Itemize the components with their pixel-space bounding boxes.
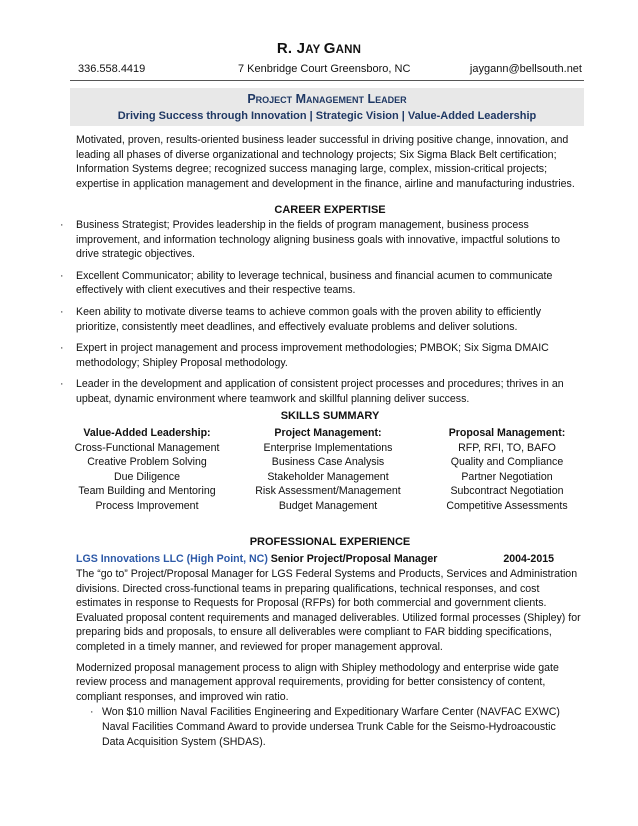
description-line: The “go to” Project/Proposal Manager for LGS Federal Systems and Products, Services and Administration	[76, 568, 578, 580]
skill-item: Subcontract Negotiation	[450, 485, 564, 498]
award-line: Won $10 million Naval Facilities Engineering and Expeditionary Warfare Center (NAVFAC EXWC)	[102, 706, 560, 719]
skill-item: Cross-Functional Management	[74, 441, 220, 454]
name-part: AY	[305, 44, 324, 56]
skill-item: Business Case Analysis	[271, 456, 385, 469]
expertise-item	[60, 305, 590, 334]
email-address: jaygann@bellsouth.net	[469, 63, 582, 75]
company-name: LGS Innovations LLC (High Point, NC)	[76, 553, 268, 565]
expertise-item	[60, 341, 590, 370]
expertise-line: effectively with client executives and their respective teams.	[76, 284, 356, 297]
description-line: completed in a timely manner, and reviewed for proper management approval.	[76, 640, 443, 653]
skills-column-title: Proposal Management:	[448, 427, 566, 439]
bullet-icon: ·	[90, 706, 94, 719]
award-line: Data Acquisition System (SHDAS).	[102, 735, 266, 748]
name-part: ANN	[335, 44, 362, 56]
summary-line: Information Systems degree; recognized success managing large, complex, mission-critical projects;	[76, 163, 548, 176]
expertise-line: methodology; Shipley Proposal methodology.	[76, 356, 288, 369]
job-entry	[76, 552, 584, 749]
description-line: preparing bids and proposals, to ensure all deliverables were compliant to FAR bidding specifications,	[76, 626, 552, 639]
job-title: Senior Project/Proposal Manager	[267, 553, 438, 565]
bullet-icon: ·	[60, 219, 64, 231]
skill-item: Due Diligence	[114, 470, 180, 483]
description-line: compliant responses, and improved win ratio.	[76, 690, 289, 703]
expertise-line: Leader in the development and application of consistent project processes and procedures; thrives in an	[76, 378, 564, 391]
job-description	[76, 567, 584, 655]
skill-item: Budget Management	[278, 499, 378, 512]
skills-column-title: Project Management:	[274, 427, 382, 439]
skill-item: Risk Assessment/Management	[255, 485, 401, 498]
skill-item: Team Building and Mentoring	[78, 485, 216, 498]
phone-number: 336.558.4419	[78, 63, 146, 75]
skills-column-title: Value-Added Leadership:	[83, 427, 211, 439]
bullet-icon: ·	[60, 269, 64, 282]
experience-heading: PROFESSIONAL EXPERIENCE	[249, 536, 411, 548]
description-line: Modernized proposal management process to align with Shipley methodology and enterprise wide gate	[76, 661, 559, 674]
expertise-item	[60, 377, 590, 406]
expertise-line: Business Strategist; Provides leadership in the fields of program management, business process	[76, 219, 529, 231]
skill-item: Quality and Compliance	[450, 456, 564, 469]
street-address: 7 Kenbridge Court Greensboro, NC	[238, 63, 411, 75]
description-line: estimates in response to Requests for Proposal (RFPs) for both commercial and government clients.	[76, 597, 547, 610]
bullet-icon: ·	[60, 378, 64, 391]
expertise-line: drive strategic objectives.	[76, 248, 195, 261]
name-part: R. J	[276, 40, 306, 57]
description-line: review process and management approval requirements, providing for better consistency of content,	[76, 676, 546, 689]
header-divider	[70, 80, 584, 81]
expertise-line: prioritize, consistently meet deadlines, and effectively evaluate problems and deliver solutions.	[76, 320, 518, 333]
description-line: divisions. Directed cross-functional teams in preparing qualifications, technical responses, and cost	[76, 582, 540, 595]
candidate-name	[0, 42, 638, 58]
expertise-item	[60, 218, 590, 262]
name-part: G	[323, 40, 336, 57]
skill-item: Competitive Assessments	[446, 499, 568, 512]
skills-summary-heading: SKILLS SUMMARY	[280, 410, 380, 422]
skill-item: Process Improvement	[95, 499, 199, 512]
headline-title: Project Management Leader	[247, 92, 407, 106]
expertise-line: Expert in project management and process improvement methodologies; PMBOK; Six Sigma DMAIC	[76, 342, 549, 355]
skill-item: Enterprise Implementations	[263, 441, 393, 454]
expertise-line: Excellent Communicator; ability to leverage technical, business and financial acumen to communicate	[76, 269, 553, 282]
bullet-icon: ·	[60, 342, 64, 355]
award-item	[90, 705, 584, 749]
headline-banner	[70, 88, 584, 126]
skills-column-project-management	[248, 426, 408, 514]
skills-column-proposal-management	[432, 426, 582, 514]
skills-column-leadership	[62, 426, 232, 514]
expertise-item	[60, 269, 590, 298]
bullet-icon: ·	[60, 305, 64, 318]
career-expertise-heading: CAREER EXPERTISE	[274, 204, 386, 216]
award-line: Naval Facilities Command Award to provide undersea Trunk Cable for the Seismo-Hydroacoustic	[102, 720, 556, 733]
skill-item: RFP, RFI, TO, BAFO	[458, 441, 556, 454]
description-line: Evaluated proposal content requirements and managed deliverables. Utilized formal processes (Shipley) for	[76, 611, 581, 624]
summary-line: Motivated, proven, results-oriented business leader successful in driving positive change, innovation, and	[76, 134, 569, 146]
job-dates: 2004-2015	[503, 553, 554, 565]
expertise-line: upbeat, dynamic environment where teamwork and skillful planning deliver success.	[76, 392, 470, 405]
career-expertise-list	[60, 218, 590, 414]
summary-line: leading all phases of diverse organizational and technology projects; Six Sigma Black Belt certification;	[76, 148, 557, 161]
expertise-line: improvement, and information technology aligning business goals with innovative, impactful solutions to	[76, 233, 561, 246]
profile-summary	[76, 133, 586, 191]
skill-item: Partner Negotiation	[461, 470, 553, 483]
expertise-line: Keen ability to motivate diverse teams to achieve common goals with the proven ability to efficiently	[76, 305, 541, 318]
job-accomplishment	[76, 661, 584, 705]
job-header	[76, 552, 584, 567]
skill-item: Stakeholder Management	[267, 470, 389, 483]
skill-item: Creative Problem Solving	[87, 456, 207, 469]
headline-subtitle: Driving Success through Innovation | Strategic Vision | Value-Added Leadership	[117, 110, 537, 122]
summary-line: expertise in application management and development in the finance, airline and manufacturing industries.	[76, 177, 575, 190]
